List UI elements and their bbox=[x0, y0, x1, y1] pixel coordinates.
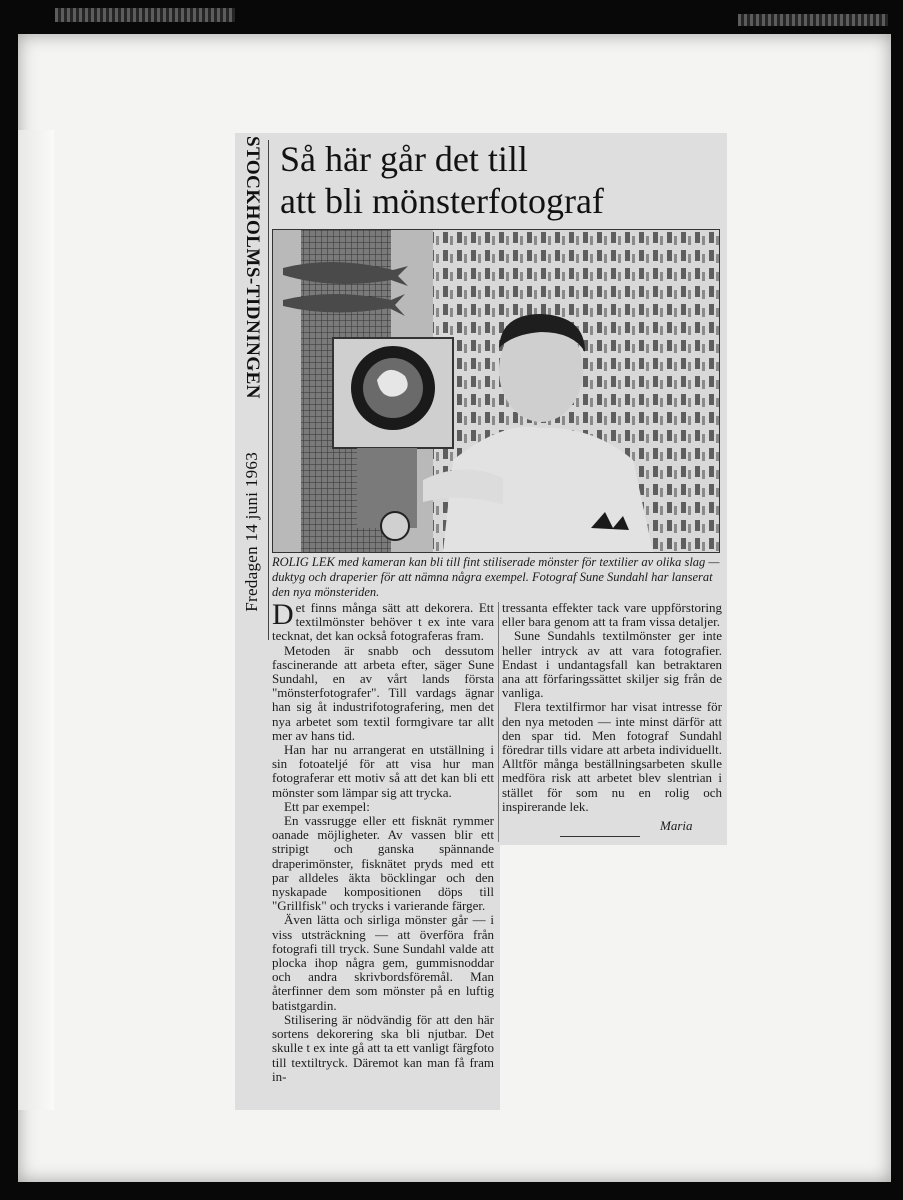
photo-illustration bbox=[273, 230, 719, 552]
paragraph-3: Han har nu arrangerat en utställning i sin fotoateljé för att visa hur man fotograferar ett motiv så att det kan bli ett mönster som lämpar sig att trycka. bbox=[272, 742, 494, 800]
film-edge-marking bbox=[55, 8, 235, 22]
paragraph-4: Ett par exempel: bbox=[284, 798, 370, 814]
paragraph-8: tressanta effekter tack vare uppförstoring eller bara genom att ta fram vissa detaljer. bbox=[502, 600, 722, 630]
drop-cap: D bbox=[272, 598, 294, 631]
photo-caption: ROLIG LEK med kameran kan bli till fint stiliserade mönster för textilier av olika slag — duktyg och draperier för att nämna några exempel. Fotograf Sune Sundahl har lanserat den nya mönsteriden. bbox=[272, 555, 720, 599]
end-rule bbox=[560, 836, 640, 837]
paragraph-10: Flera textilfirmor har visat intresse för den nya metoden — inte minst därför att den spar tid. Men fotograf Sundahl föredrar tills vidare att arbeta individuellt. Alltför många beställningsarbeten skulle medföra risk att arbetet blev slentrian i stället för som nu en rolig och inspirerande lek. bbox=[502, 699, 722, 814]
article-photo bbox=[272, 229, 720, 553]
mounting-paper-shade bbox=[18, 130, 54, 1110]
paragraph-1-text: et finns många sätt att dekorera. Ett textilmönster behöver t ex inte vara tecknat, det kan också fotograferas fram. bbox=[272, 600, 494, 644]
headline-line-2: att bli mönsterfotograf bbox=[280, 181, 604, 221]
publication-date: Fredagen 14 juni 1963 bbox=[242, 452, 261, 612]
paragraph-6: Även lätta och sirliga mönster går — i viss utsträckning — att överföra från fotografi till tryck. Sune Sundahl valde att plocka ihop några gem, gummisnoddar och andra skrivbordsföremål. Man återfinner dem som mönster på en luftig batistgardin. bbox=[272, 912, 494, 1013]
column-divider bbox=[498, 602, 499, 842]
paragraph-1 bbox=[272, 598, 494, 644]
article-column-right bbox=[502, 601, 722, 814]
article-column-left bbox=[272, 598, 494, 1084]
newspaper-name: STOCKHOLMS-TIDNINGEN bbox=[242, 136, 263, 400]
paragraph-9: Sune Sundahls textilmönster ger inte heller intryck av att vara fotografier. Endast i undantagsfall kan betraktaren ana att förfaringssättet skiljer sig från de vanliga. bbox=[502, 628, 722, 701]
article-headline bbox=[280, 138, 720, 222]
film-edge-marking-right bbox=[738, 14, 888, 26]
masthead-vertical bbox=[236, 136, 268, 646]
paragraph-2: Metoden är snabb och dessutom fascinerande att arbeta efter, säger Sune Sundahl, en av vårt lands första "mönsterfotografer". Till vardags ägnar han sig åt industrifotografering, men det nya arbetet som textil formgivare tar allt mer av hans tid. bbox=[272, 642, 494, 743]
paragraph-5: En vassrugge eller ett fisknät rymmer oanade möjligheter. Av vassen blir ett stripigt och ganska spännande draperimönster, fisknätet pryds med ett par alldeles äkta böcklingar och den nyskapade kompositionen döps till "Grillfisk" och trycks i varierande färger. bbox=[272, 813, 494, 914]
author-signature: Maria bbox=[660, 818, 693, 833]
paragraph-7: Stilisering är nödvändig för att den här sortens dekorering ska bli njutbar. Det skulle t ex inte gå att ta ett vanligt färgfoto till textiltryck. Däremot kan man få fram in- bbox=[272, 1011, 494, 1084]
headline-line-1: Så här går det till bbox=[280, 139, 528, 179]
masthead-rule bbox=[268, 140, 269, 640]
